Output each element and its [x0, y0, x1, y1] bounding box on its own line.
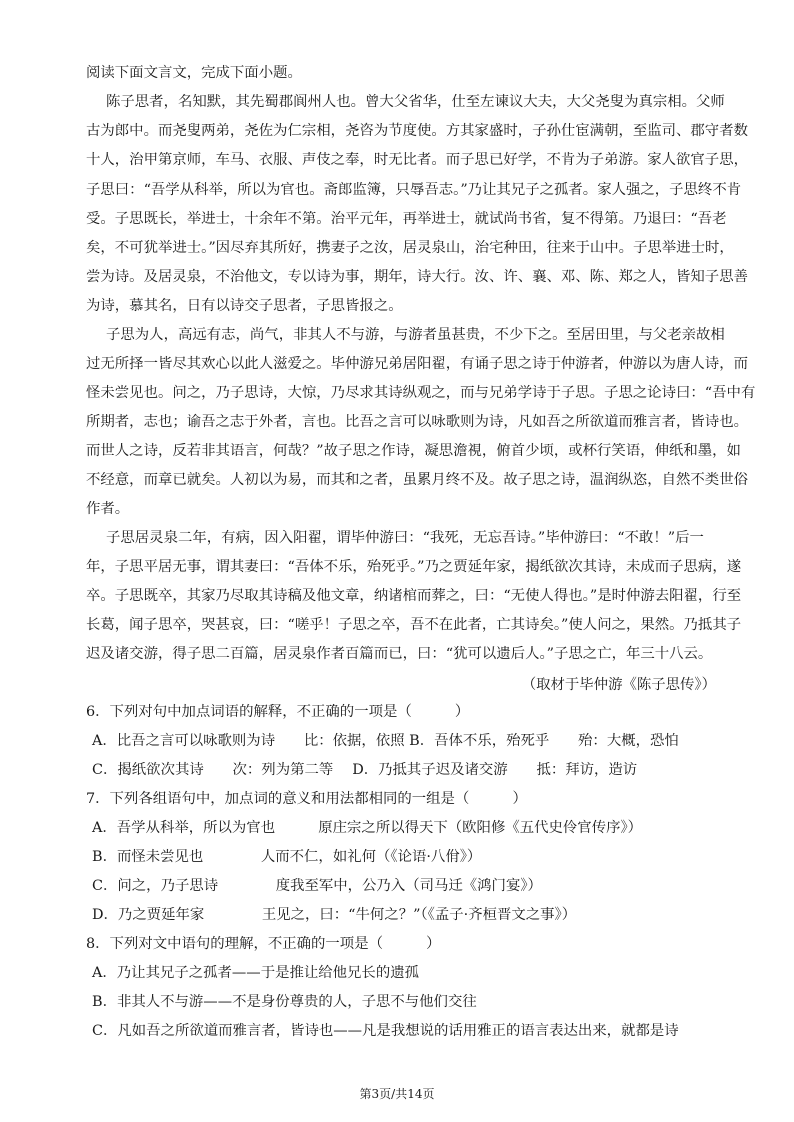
passage-line: 年，子思平居无事，谓其妻曰：“吾体不乐，殆死乎。”乃之贾延年家，揭纸欲次其诗，未成而子思病，遂 [86, 559, 742, 575]
question-8-option: C．凡如吾之所欲道而雅言者，皆诗也——凡是我想说的话用雅正的语言表达出来，就都是诗 [92, 1023, 679, 1039]
passage-line: 为诗，慕其名，日有以诗交子思者，子思皆报之。 [86, 298, 403, 314]
passage-source: （取材于毕仲游《陈子思传》） [521, 677, 716, 693]
passage-line: 十人，治甲第京师，车马、衣服、声伎之奉，时无比者。而子思已好学，不肯为子弟游。家人欲官子思， [86, 152, 748, 168]
passage-line: 怪未尝见也。问之，乃子思诗，大惊，乃尽求其诗纵观之，而与兄弟学诗于子思。子思之论诗曰：“吾中有 [86, 385, 756, 401]
question-7-option: C．问之，乃子思诗 度我至军中，公乃入（司马迁《鸿门宴》） [92, 878, 542, 894]
passage-line: 子思为人，高远有志，尚气，非其人不与游，与游者虽甚贵，不少下之。至居田里，与父老亲故相 [106, 327, 725, 343]
question-6-option: A．比吾之言可以咏歌则为诗 比：依据，依照 B．吾体不乐，殆死乎 殆：大概，恐怕 [92, 733, 679, 749]
passage-line: 矣，不可犹举进士。”因尽弃其所好，携妻子之汝，居灵泉山，治宅种田，往来于山中。子思举进士时， [86, 240, 734, 256]
passage-line: 古为郎中。而尧叟两弟，尧佐为仁宗相，尧咨为节度使。方其家盛时，子孙仕宦满朝，至监司、郡守者数 [86, 123, 748, 139]
passage-line: 子思曰：“吾学从科举，所以为官也。斋郎监簿，只辱吾志。”乃让其兄子之孤者。家人强之，子思终不肯 [86, 182, 742, 198]
passage-line: 作者。 [86, 501, 130, 517]
passage-line: 受。子思既长，举进士，十余年不第。治平元年，再举进士，就试尚书省，复不得第。乃退曰：“吾老 [86, 211, 727, 227]
passage-line: 所期者，志也；谕吾之志于外者，言也。比吾之言可以咏歌则为诗，凡如吾之所欲道而雅言者，皆诗也。 [86, 414, 748, 430]
question-7-option: A．吾学从科举，所以为官也 原庄宗之所以得天下（欧阳修《五代史伶官传序》） [92, 820, 643, 836]
question-8-option: B．非其人不与游——不是身份尊贵的人，子思不与他们交往 [92, 994, 477, 1010]
question-7-stem: 7．下列各组语句中，加点词的意义和用法都相同的一组是（ ） [86, 791, 527, 807]
passage-line: 迟及诸交游，得子思二百篇，居灵泉作者百篇而已，曰：“犹可以遗后人。”子思之亡，年三十八云。 [86, 646, 713, 662]
passage-line: 不经意，而章已就矣。人初以为易，而其和之者，虽累月终不及。故子思之诗，温润纵恣，自然不类世俗 [86, 472, 748, 488]
question-8-stem: 8．下列对文中语句的理解，不正确的一项是（ ） [86, 936, 441, 952]
question-6-stem: 6．下列对句中加点词语的解释，不正确的一项是（ ） [86, 704, 470, 720]
question-7-option: D．乃之贾延年家 王见之，曰：“牛何之？”（《孟子·齐桓晋文之事》） [92, 907, 577, 923]
passage-line: 而世人之诗，反若非其语言，何哉？”故子思之作诗，凝思澹視，俯首少顷，或杯行笑语，伸纸和墨，如 [86, 443, 741, 459]
passage-line: 卒。子思既卒，其家乃尽取其诗稿及他文章，纳诸棺而葬之，曰：“无使人得也。”是时仲游去阳翟，行至 [86, 588, 742, 604]
passage-line: 子思居灵泉二年，有病，因入阳翟，谓毕仲游曰：“我死，无忘吾诗。”毕仲游曰：“不敢！”后一 [106, 530, 704, 546]
passage-line: 过无所择一皆尽其欢心以此人滋爱之。毕仲游兄弟居阳翟，有诵子思之诗于仲游者，仲游以为唐人诗，而 [86, 356, 748, 372]
passage-intro: 阅读下面文言文，完成下面小题。 [86, 65, 302, 81]
question-8-option: A．乃让其兄子之孤者——于是推让给他兄长的遗孤 [92, 965, 419, 981]
page-footer: 第3页/共14页 [359, 1087, 435, 1101]
passage-line: 陈子思者，名知默，其先蜀郡阆州人也。曾大父省华，仕至左谏议大夫，大父尧叟为真宗相。父师 [106, 94, 725, 110]
question-7-option: B．而怪未尝见也 人而不仁，如礼何（《论语·八佾》） [92, 849, 482, 865]
passage-line: 长葛，闻子思卒，哭甚哀，曰：“嗟乎！子思之卒，吾不在此者，亡其诗矣。”使人问之，果然。乃抵其子 [86, 617, 742, 633]
question-6-option: C．揭纸欲次其诗 次：列为第二等 D．乃抵其子迟及诸交游 抵：拜访，造访 [92, 762, 638, 778]
passage-line: 尝为诗。及居灵泉，不治他文，专以诗为事，期年，诗大行。汝、许、襄、邓、陈、郑之人，皆知子思善 [86, 269, 748, 285]
